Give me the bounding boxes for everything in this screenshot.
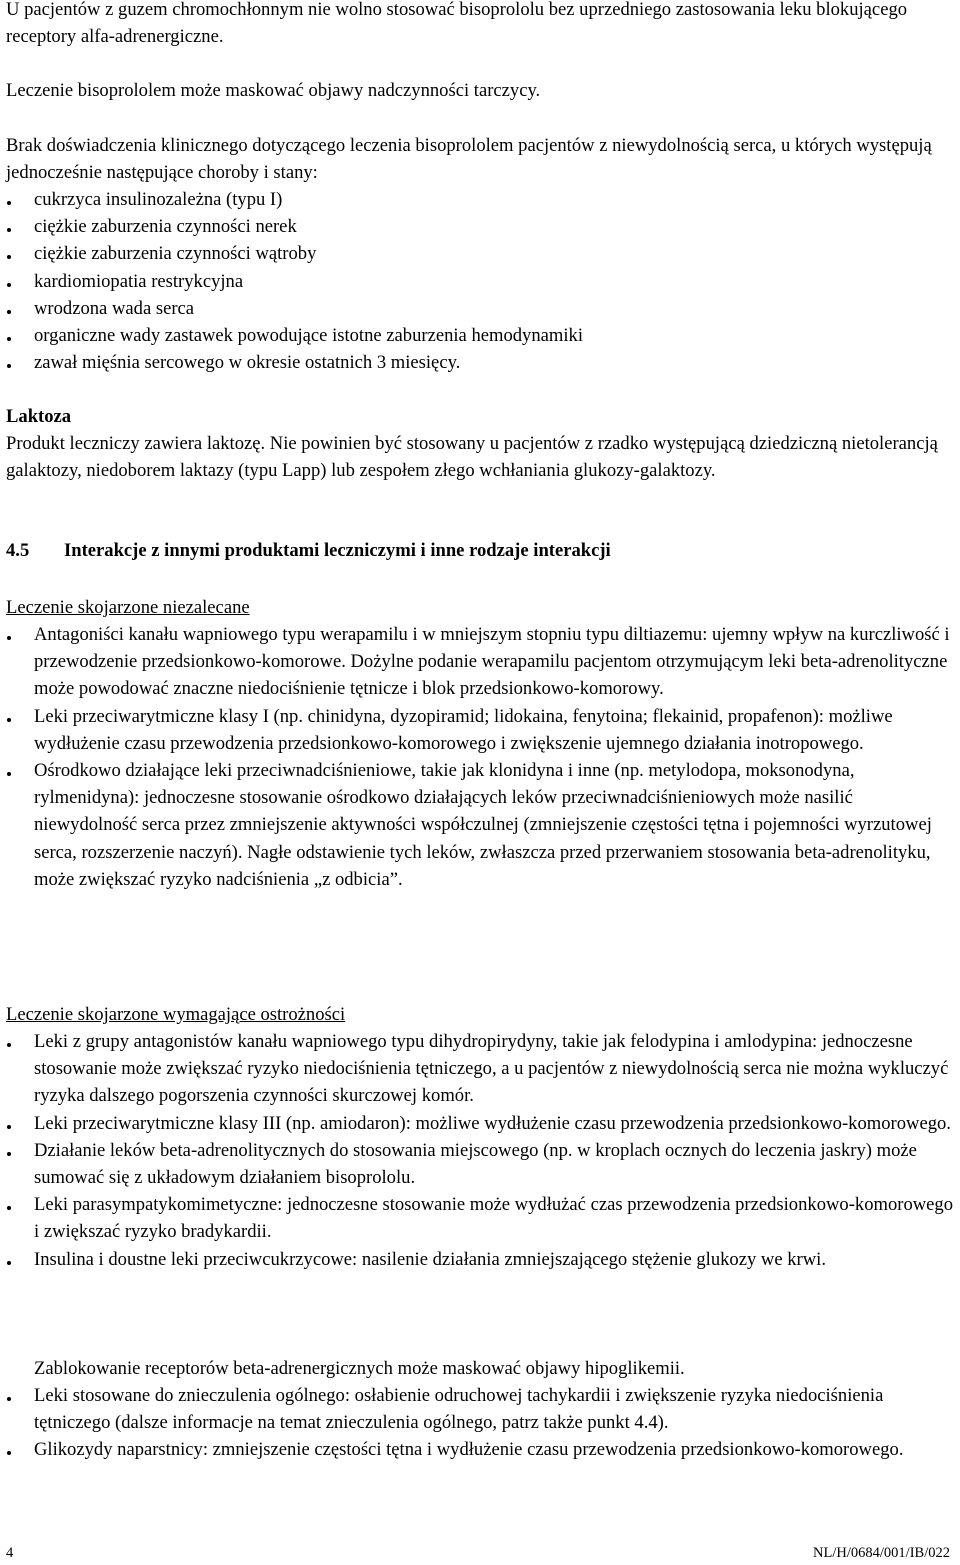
list-item: Ośrodkowo działające leki przeciwnadciśnieniowe, takie jak klonidyna i inne (np. metylodopa, moksonodyna, rylmenidyna): jednoczesne stosowanie ośrodkowo działających leków przeciwnadciśnieniowych może nasilić niewydolność serca przez zmniejszenie aktywności współczulnej (zmniejszenie częstości tętna i pojemności wyrzutowej serca, rozszerzenie naczyń). Nagłe odstawienie tych leków, zwłaszcza przed przerwaniem stosowania beta-adrenolityku, może zwiększać ryzyko nadciśnienia „z odbicia”. [6,757,954,893]
list-item: Leki parasympatykomimetyczne: jednoczesne stosowanie może wydłużać czas przewodzenia przedsionkowo-komorowego i zwiększać ryzyko bradykardii. [6,1191,954,1245]
list-item: kardiomiopatia restrykcyjna [6,268,954,295]
caution-list [6,1028,954,1273]
list-item: Glikozydy naparstnicy: zmniejszenie częstości tętna i wydłużenie czasu przewodzenia przedsionkowo-komorowego. [6,1436,954,1463]
list-item: Leki przeciwarytmiczne klasy III (np. amiodaron): możliwe wydłużenie czasu przewodzenia przedsionkowo-komorowego. [6,1110,954,1137]
pheochromocytoma-warning: U pacjentów z guzem chromochłonnym nie wolno stosować bisoprololu bez uprzedniego zastosowania leku blokującego receptory alfa-adrenergiczne. [6,0,908,48]
list-item: Leki przeciwarytmiczne klasy I (np. chinidyna, dyzopiramid; lidokaina, fenytoina; flekainid, propafenon): możliwe wydłużenie czasu przewodzenia przedsionkowo-komorowego i zwiększenie ujemnego działania inotropowego. [6,703,954,757]
list-item: ciężkie zaburzenia czynności wątroby [6,240,954,267]
caution-heading: Leczenie skojarzone wymagające ostrożności [6,1004,346,1025]
list-item: Leki z grupy antagonistów kanału wapniowego typu dihydropirydyny, takie jak felodypina i amlodypina: jednoczesne stosowanie może zwiększać ryzyko niedociśnienia tętniczego, a u pacjentów z niewydolnością serca nie można wykluczyć ryzyka dalszego pogorszenia czynności skurczowej komór. [6,1028,954,1110]
section-number: 4.5 [6,540,30,561]
section-heading [6,540,954,562]
list-item: Antagoniści kanału wapniowego typu werapamilu i w mniejszym stopniu typu diltiazemu: ujemny wpływ na kurczliwość i przewodzenie przedsionkowo-komorowe. Dożylne podanie werapamilu pacjentom otrzymującym leki beta-adrenolityczne może powodować znaczne niedociśnienie tętnicze i blok przedsionkowo-komorowy. [6,621,954,703]
lactose-heading: Laktoza [6,406,72,427]
list-item: Działanie leków beta-adrenolitycznych do stosowania miejscowego (np. w kroplach ocznych do leczenia jaskry) może sumować się z układowym działaniem bisoprololu. [6,1137,954,1191]
page-footer [6,1545,950,1562]
list-item: ciężkie zaburzenia czynności nerek [6,213,954,240]
caution-list-continued [6,1382,954,1464]
list-item: Leki stosowane do znieczulenia ogólnego: osłabienie odruchowej tachykardii i zwiększenie ryzyka niedociśnienia tętniczego (dalsze informacje na temat znieczulenia ogólnego, patrz także punkt 4.4). [6,1382,954,1436]
document-code: NL/H/0684/001/IB/022 [813,1545,950,1561]
page-number: 4 [6,1545,14,1561]
hypoglycemia-note: Zablokowanie receptorów beta-adrenergicznych może maskować objawy hipoglikemii. [34,1358,685,1379]
not-recommended-list [6,621,954,893]
conditions-list [6,186,954,376]
list-item: Insulina i doustne leki przeciwcukrzycowe: nasilenie działania zmniejszającego stężenie glukozy we krwi. [6,1246,954,1273]
lactose-text: Produkt leczniczy zawiera laktozę. Nie powinien być stosowany u pacjentów z rzadko występującą dziedziczną nietolerancją galaktozy, niedoborem laktazy (typu Lapp) lub zespołem złego wchłaniania glukozy-galaktozy. [6,433,938,482]
not-recommended-heading: Leczenie skojarzone niezalecane [6,597,250,618]
list-item: organiczne wady zastawek powodujące istotne zaburzenia hemodynamiki [6,322,954,349]
list-item: wrodzona wada serca [6,295,954,322]
thyroid-warning: Leczenie bisoprololem może maskować objawy nadczynności tarczycy. [6,80,541,101]
section-title: Interakcje z innymi produktami leczniczymi i inne rodzaje interakcji [64,540,611,561]
list-item: zawał mięśnia sercowego w okresie ostatnich 3 miesięcy. [6,349,954,376]
list-item: cukrzyca insulinozależna (typu I) [6,186,954,213]
clinical-experience-paragraph: Brak doświadczenia klinicznego dotyczącego leczenia bisoprololem pacjentów z niewydolnością serca, u których występują jednocześnie następujące choroby i stany: [6,135,932,184]
